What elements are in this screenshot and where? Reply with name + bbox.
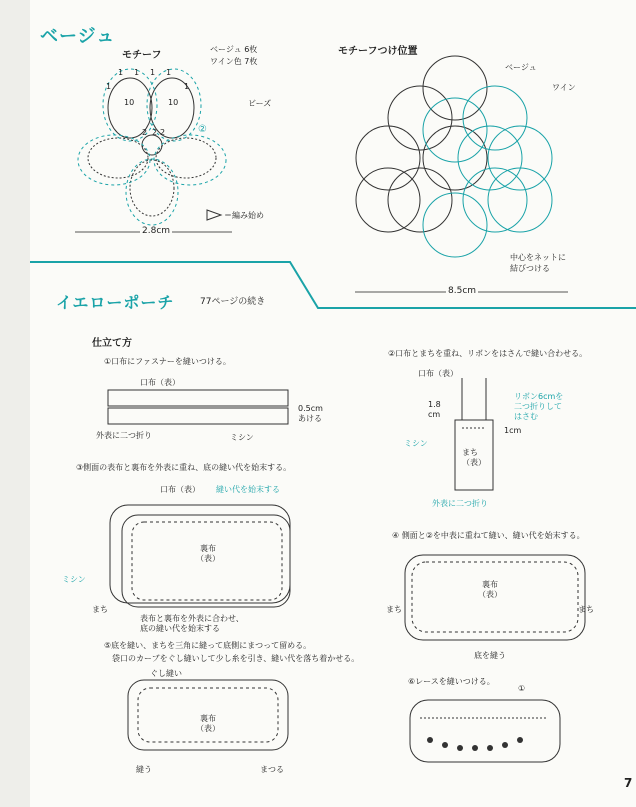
step5-text-2: 袋口のカーブをぐし縫いして少し糸を引き、縫い代を落ち着かせる。	[112, 654, 360, 663]
motif-width: 2.8cm	[142, 226, 171, 236]
step4-bottom: 底を縫う	[474, 651, 506, 660]
method-heading: 仕立て方	[92, 338, 132, 349]
step3-kuchinuno: 口布（表）	[160, 485, 200, 494]
bead-label: ビーズ	[248, 99, 272, 108]
page-gutter	[0, 0, 30, 807]
step2-1cm: 1cm	[504, 426, 522, 435]
motif-title: モチーフ	[122, 50, 162, 61]
motif-num: 1	[134, 68, 140, 77]
motif-num: 1	[184, 82, 190, 91]
continued-note: 77ページの続き	[200, 297, 266, 307]
motif-num: 1	[166, 68, 172, 77]
step4-lining: 裏布 （表）	[478, 580, 502, 599]
motif-count-beige: ベージュ 6枚	[210, 45, 258, 54]
motif-step-mark: ②	[198, 124, 207, 135]
step2-diagram	[455, 378, 493, 490]
motif-num: 2	[160, 128, 166, 137]
step4-machi-left: まち	[386, 605, 402, 614]
step2-kuchinuno: 口布（表）	[418, 369, 458, 378]
motif-num: 10	[168, 98, 179, 107]
motif-num: 1	[118, 68, 124, 77]
step2-fold: 外表に二つ折り	[432, 499, 488, 508]
step4-text: ④ 側面と②を中表に重ねて縫い、縫い代を始末する。	[392, 531, 585, 540]
center-note: 中心をネットに 結びつける	[510, 253, 566, 273]
step5-text: ⑤底を縫い、まちを三角に縫って底側にまつって留める。	[104, 641, 312, 650]
step3-lining: 裏布 （表）	[196, 544, 220, 563]
page-number: 7	[624, 776, 633, 790]
step6-lace	[427, 737, 523, 751]
step5-matsuru: まつる	[260, 765, 284, 774]
step2-ribbon: リボン6cmを 二つ折りして はさむ	[514, 392, 564, 421]
step3-text: ③側面の表布と裏布を外表に重ね、底の縫い代を始末する。	[76, 463, 292, 472]
step2-length: 1.8 cm	[428, 400, 441, 419]
step1-kuchinuno: 口布（表）	[140, 378, 180, 387]
placement-wine-label: ワイン	[552, 83, 576, 92]
placement-width: 8.5cm	[448, 286, 477, 296]
step6-text: ⑥レースを縫いつける。	[408, 677, 495, 686]
beige-section-title: ベージュ	[40, 26, 116, 47]
step6-diagram	[410, 700, 560, 762]
motif-num: 1	[150, 68, 156, 77]
placement-circles-wine	[423, 86, 552, 257]
step1-diagram	[108, 390, 288, 424]
motif-num: 2	[152, 128, 158, 137]
step2-sewing: ミシン	[404, 439, 428, 448]
step2-machi: まち （表）	[462, 448, 486, 467]
step1-fold: 外表に二つ折り	[96, 431, 152, 440]
motif-flower	[88, 78, 216, 216]
placement-circles-beige	[356, 56, 487, 232]
step2-text: ②口布とまちを重ね、リボンをはさんで縫い合わせる。	[388, 349, 588, 358]
step5-sew: 縫う	[136, 765, 152, 774]
step3-sewing: ミシン	[62, 575, 86, 584]
step1-sewing: ミシン	[230, 433, 254, 442]
step5-lining: 裏布 （表）	[196, 714, 220, 733]
step3-note: 表布と裏布を外表に合わせ、 底の縫い代を始末する	[140, 614, 244, 633]
step6-mark: ①	[518, 684, 526, 693]
motif-count-wine: ワイン色 7枚	[210, 57, 258, 66]
motif-outer-stitches	[78, 69, 226, 225]
step5-gushi: ぐし縫い	[150, 669, 182, 678]
placement-beige-label: ベージュ	[505, 63, 537, 72]
step4-machi-right: まち	[578, 605, 594, 614]
step3-machi: まち	[92, 605, 108, 614]
placement-title: モチーフつけ位置	[338, 46, 418, 57]
motif-num: 10	[124, 98, 135, 107]
start-label: ＝編み始め	[224, 211, 264, 220]
motif-num: 2	[142, 128, 148, 137]
step3-seam: 縫い代を始末する	[216, 485, 280, 494]
step1-margin: 0.5cm あける	[298, 404, 323, 423]
step1-text: ①口布にファスナーを縫いつける。	[104, 357, 231, 366]
motif-num: 1	[106, 82, 112, 91]
yellow-pouch-title: イエローポーチ	[56, 293, 175, 312]
